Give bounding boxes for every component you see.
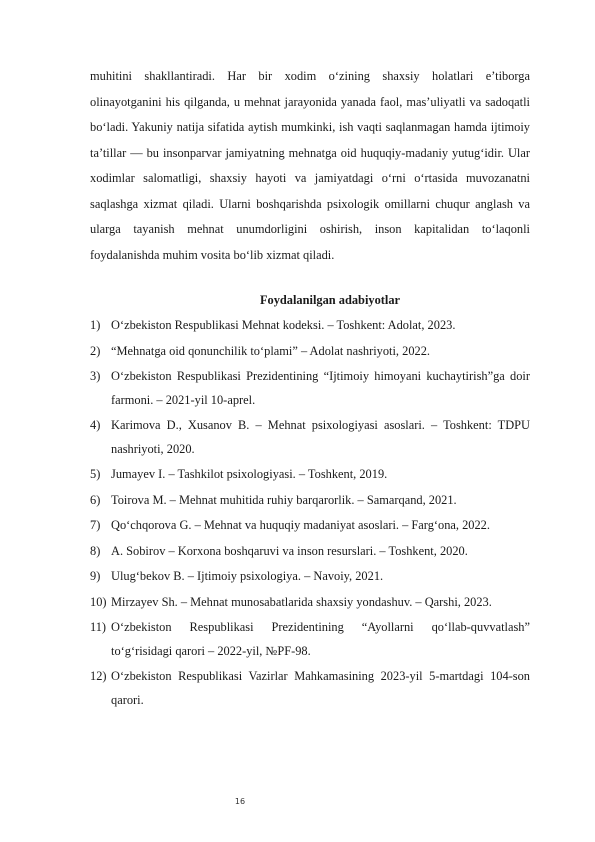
reference-text: Mirzayev Sh. – Mehnat munosabatlarida shaxsiy yondashuv. – Qarshi, 2023. bbox=[111, 594, 492, 609]
references-heading: Foydalanilgan adabiyotlar bbox=[259, 293, 401, 307]
reference-item bbox=[90, 489, 530, 513]
reference-item bbox=[90, 565, 530, 589]
body-paragraph: muhitini shakllantiradi. Har bir xodim o‘zining shaxsiy holatlari e’tiborga olinayotganini his qilganda, u mehnat jarayonida yanada faol, mas’uliyatli va sadoqatli bo‘ladi. Yakuniy natija sifatida aytish mumkinki, ish vaqti saqlanmagan hamda ijtimoiy ta’tillar — bu insonparvar jamiyatning mehnatga oid huquqiy-madaniy yutug‘idir. Ular xodimlar salomatligi, shaxsiy hayoti va jamiyatdagi o‘rni o‘rtasida muvozanatni saqlashga xizmat qiladi. Ularni boshqarishda psixologik omillarni chuqur anglash va ularga tayanish mehnat unumdorligini oshirish, inson kapitalidan to‘laqonli foydalanishda muhim vosita bo‘lib xizmat qiladi. bbox=[90, 69, 530, 262]
reference-item bbox=[90, 340, 530, 364]
reference-text: O‘zbekiston Respublikasi Prezidentining “Ayollarni qo‘llab-quvvatlash” to‘g‘risidagi qarori – 2022-yil, №PF-98. bbox=[111, 620, 530, 658]
reference-item bbox=[90, 591, 530, 615]
reference-number: 7) bbox=[90, 518, 101, 532]
reference-number: 2) bbox=[90, 343, 101, 358]
reference-number: 9) bbox=[90, 569, 101, 583]
reference-text: Ulug‘bekov B. – Ijtimoiy psixologiya. – Navoiy, 2021. bbox=[111, 569, 384, 583]
reference-number: 4) bbox=[90, 418, 101, 432]
references-list bbox=[90, 314, 530, 712]
reference-text: Toirova M. – Mehnat muhitida ruhiy barqarorlik. – Samarqand, 2021. bbox=[111, 492, 457, 507]
reference-item bbox=[90, 463, 530, 487]
reference-item bbox=[90, 665, 530, 712]
reference-item bbox=[90, 540, 530, 564]
reference-number: 11) bbox=[90, 620, 107, 634]
reference-text: O‘zbekiston Respublikasi Prezidentining “Ijtimoiy himoyani kuchaytirish”ga doir farmoni. – 2021-yil 10-aprel. bbox=[111, 369, 530, 407]
reference-text: “Mehnatga oid qonunchilik to‘plami” – Adolat nashriyoti, 2022. bbox=[111, 343, 431, 358]
reference-text: O‘zbekiston Respublikasi Vazirlar Mahkamasining 2023-yil 5-martdagi 104-son qarori. bbox=[111, 669, 530, 707]
reference-number: 10) bbox=[90, 594, 107, 609]
reference-item bbox=[90, 616, 530, 663]
reference-item bbox=[90, 365, 530, 412]
reference-number: 3) bbox=[90, 369, 101, 383]
reference-text: Qo‘chqorova G. – Mehnat va huquqiy madaniyat asoslari. – Farg‘ona, 2022. bbox=[111, 518, 490, 532]
reference-text: O‘zbekiston Respublikasi Mehnat kodeksi. – Toshkent: Adolat, 2023. bbox=[111, 318, 456, 332]
reference-text: Karimova D., Xusanov B. – Mehnat psixologiyasi asoslari. – Toshkent: TDPU nashriyoti, 2020. bbox=[111, 418, 530, 456]
reference-number: 6) bbox=[90, 492, 101, 507]
document-page bbox=[90, 64, 530, 714]
reference-item bbox=[90, 314, 530, 338]
page-number: 16 bbox=[234, 797, 246, 806]
reference-item bbox=[90, 414, 530, 461]
reference-text: A. Sobirov – Korxona boshqaruvi va inson resurslari. – Toshkent, 2020. bbox=[111, 543, 468, 558]
reference-item bbox=[90, 514, 530, 538]
reference-text: Jumayev I. – Tashkilot psixologiyasi. – Toshkent, 2019. bbox=[111, 467, 388, 481]
reference-number: 5) bbox=[90, 467, 101, 481]
reference-number: 12) bbox=[90, 669, 107, 683]
reference-number: 1) bbox=[90, 318, 101, 332]
reference-number: 8) bbox=[90, 543, 101, 558]
